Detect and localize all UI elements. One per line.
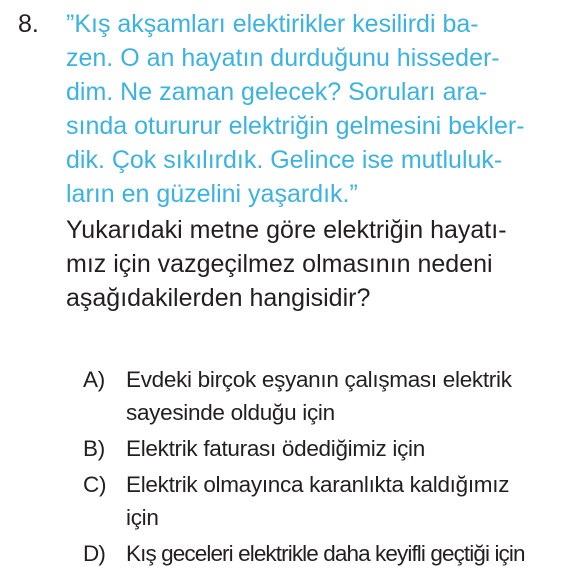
- answer-options: [83, 363, 561, 573]
- option-b-line: Elektrik faturası ödediğimiz için: [126, 436, 425, 461]
- option-c-text: [126, 468, 561, 534]
- option-c-line: için: [126, 505, 159, 530]
- passage-line: sında otururur elektriğin gelmesini bekler-: [66, 112, 525, 140]
- option-d-text: [126, 537, 561, 570]
- option-a-letter: A): [83, 367, 105, 392]
- option-c-letter: C): [83, 472, 107, 497]
- passage-line: ”Kış akşamları elektirikler kesilirdi ba-: [66, 10, 479, 38]
- option-a[interactable]: [83, 363, 561, 429]
- option-c[interactable]: [83, 468, 561, 534]
- option-a-text: [126, 363, 561, 429]
- passage-line: zen. O an hayatın durduğunu hisseder-: [66, 44, 500, 72]
- option-a-line: Evdeki birçok eşyanın çalışması elektrik: [126, 367, 512, 392]
- option-d-line: Kış geceleri elektrikle daha keyifli geçtiği için: [126, 541, 525, 566]
- question-number: 8.: [18, 10, 39, 38]
- option-b-text: [126, 432, 561, 465]
- quoted-passage: [66, 7, 556, 211]
- question-stem: [66, 213, 556, 315]
- passage-line: ların en güzelini yaşardık.”: [66, 180, 358, 208]
- stem-line: mız için vazgeçilmez olmasının nedeni: [66, 250, 493, 278]
- option-d[interactable]: [83, 537, 561, 570]
- passage-line: dik. Çok sıkılırdık. Gelince ise mutluluk-: [66, 146, 503, 174]
- option-a-line: sayesinde olduğu için: [126, 400, 335, 425]
- stem-line: Yukarıdaki metne göre elektriğin hayatı-: [66, 216, 507, 244]
- option-b[interactable]: [83, 432, 561, 465]
- option-c-line: Elektrik olmayınca karanlıkta kaldığımız: [126, 472, 510, 497]
- passage-line: dim. Ne zaman gelecek? Soruları ara-: [66, 78, 488, 106]
- stem-line: aşağıdakilerden hangisidir?: [66, 284, 371, 312]
- option-b-letter: B): [83, 436, 105, 461]
- option-d-letter: D): [83, 541, 105, 566]
